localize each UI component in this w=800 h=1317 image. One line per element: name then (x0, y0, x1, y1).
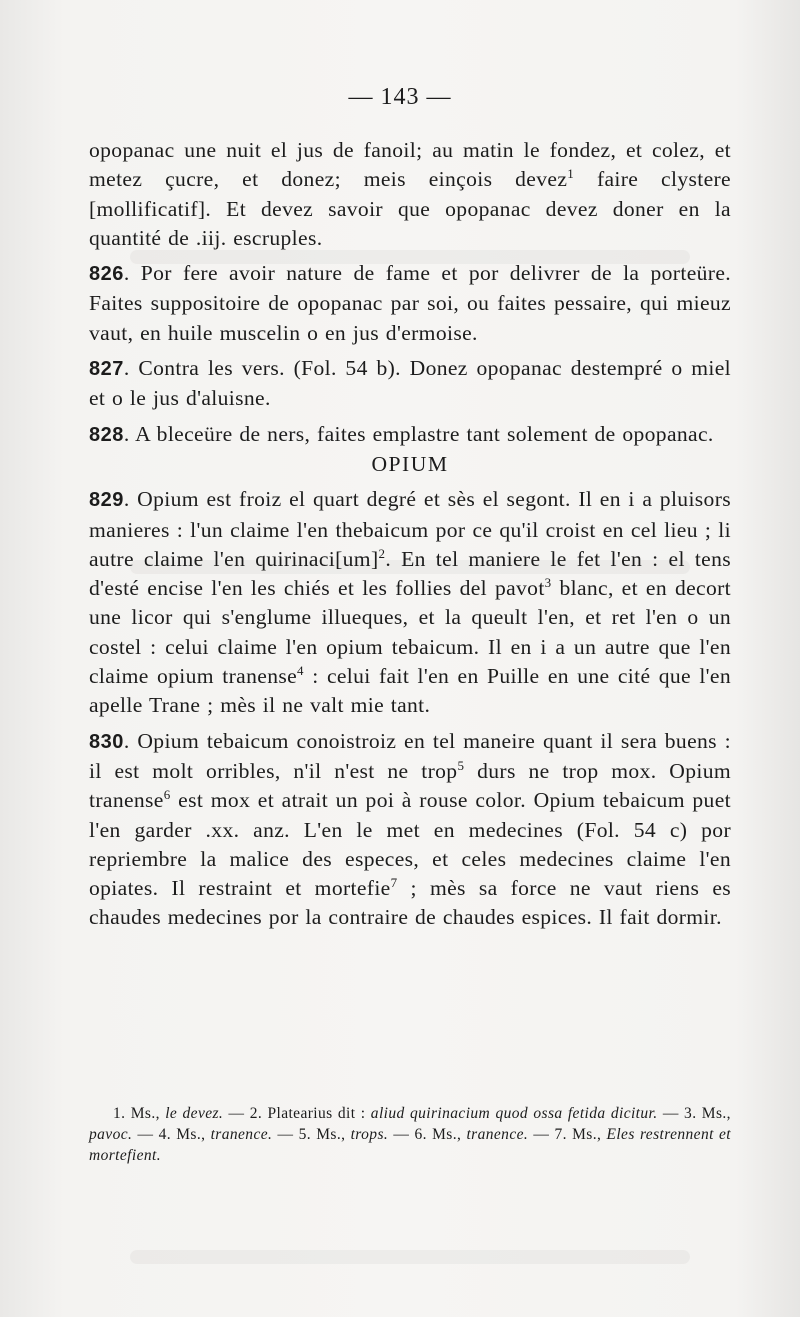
section-828: 828. A bleceüre de ners, faites emplastre tant solement de opopanac. (89, 421, 714, 446)
section-number: 828 (89, 423, 124, 446)
footnote-ref: 1 (567, 166, 575, 182)
section-number: 830 (89, 730, 124, 753)
paragraph-continuation: opopanac une nuit el jus de fanoil; au matin le fondez, et colez, et metez çucre, et donez; meis einçois devez$^1$ faire clystere [mollificatif]. Et devez savoir que opopanac devez doner en la quantité de .iij. escruples. (89, 138, 731, 250)
section-827: 827. Contra les vers. (Fol. 54 b). Donez opopanac destempré o miel et o le jus d'aluisne. (89, 356, 731, 411)
footnote-ref: 6 (163, 787, 171, 803)
section-830: 830. Opium tebaicum conoistroiz en tel maneire quant il sera buens : il est molt orribles, n'il n'est ne trop$^5$ durs ne trop mox. Opium tranense$^6$ est mox et atrait un poi à rouse color. Opium tebaicum puet l'en garder .xx. anz. L'en le met en medecines (Fol. 54 c) por repriembre la malice des especes, et celes medecines claime l'en opiates. Il restraint et mortefie$^7$ ; mès sa force ne vaut riens es chaudes medecines por la contraire de chaudes espices. Il fait dormir. (89, 728, 732, 930)
section-heading: OPIUM (371, 451, 449, 476)
page-number: — 143 — (348, 84, 452, 110)
section-number: 829 (89, 489, 124, 512)
section-826: 826. Por fere avoir nature de fame et por delivrer de la porteüre. Faites suppositoire de opopanac par soi, ou faites pessaire, qui mieuz vaut, en huile muscelin o en jus d'ermoise. (89, 261, 731, 345)
main-text (89, 136, 731, 933)
footnote-ref: 4 (297, 662, 304, 678)
section-829: 829. Opium est froiz el quart degré et sès el segont. Il en i a pluisors manieres : l'un claime l'en thebaicum por ce qu'il croist en cel lieu ; li autre claime l'en quirinaci[um]$^2$. En tel maniere le fet l'en : el tens d'esté encise l'en les chiés et les follies del pavot$^3$ blanc, et en decort une licor qui s'englume illueques, et la queult l'en, et ret l'en o un costel : celui claime l'en opium tebaicum. Il en i a un autre que l'en claime opium tranense$^4$ : celui fait l'en en Puille en une cité que l'en apelle Trane ; mès il ne valt mie tant. (89, 487, 732, 718)
footnotes (89, 1103, 731, 1166)
footnote-ref: 7 (390, 874, 398, 890)
footnote-block: 1. Ms., le devez. — 2. Platearius dit : aliud quirinacium quod ossa fetida dicitur. — 3. Ms., pavoc. — 4. Ms., tranence. — 5. Ms., trops. — 6. Ms., tranence. — 7. Ms., Eles restrennent et mortefient. (89, 1105, 731, 1164)
section-number: 827 (89, 358, 124, 381)
section-number: 826 (89, 263, 124, 286)
footnote-ref: 5 (457, 757, 465, 773)
footnote-ref: 3 (544, 574, 552, 590)
footnote-ref: 2 (378, 545, 386, 561)
show-through-shading (130, 1250, 690, 1264)
